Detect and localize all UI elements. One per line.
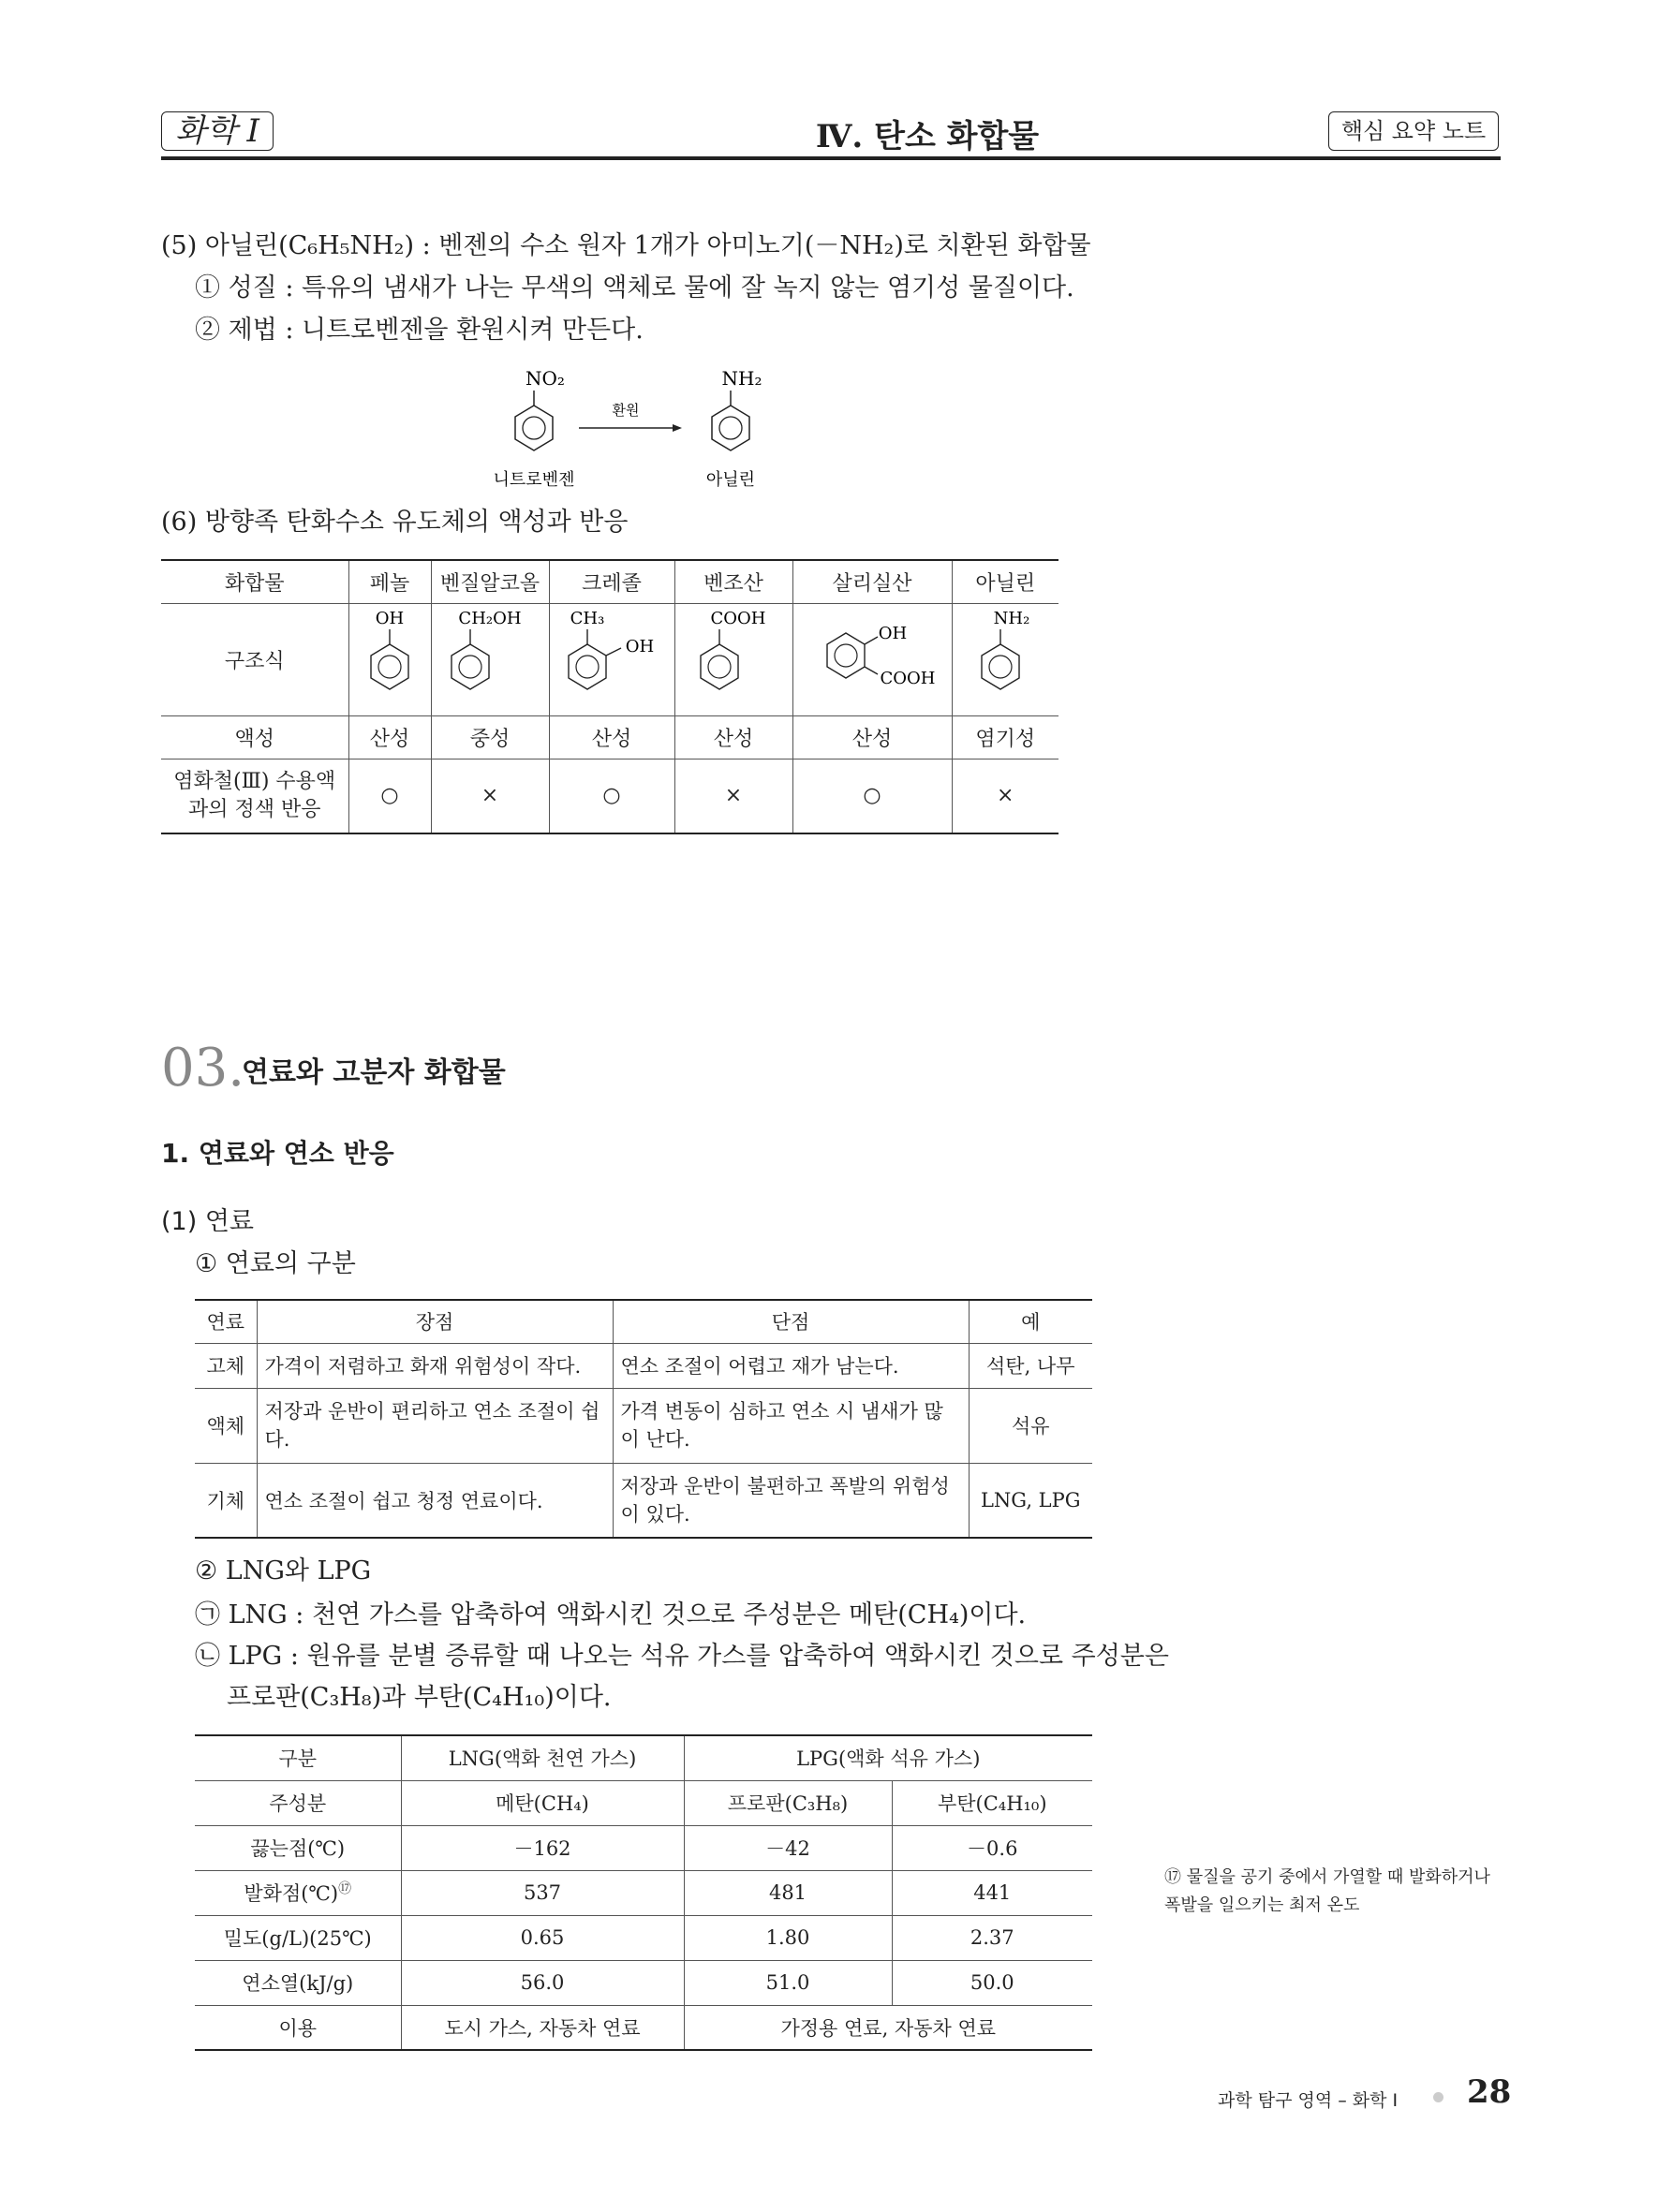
acidity-label: 액성	[161, 715, 348, 759]
gas-usage-lpg: 가정용 연료, 자동차 연료	[684, 2005, 1092, 2050]
header-cresol: 크레졸	[549, 560, 674, 603]
fuel-cons: 연소 조절이 어렵고 재가 남는다.	[613, 1343, 969, 1388]
footer-text: 과학 탐구 영역 – 화학 Ⅰ	[1218, 2090, 1399, 2111]
fecl3-aniline: ×	[952, 759, 1058, 833]
fecl3-cresol: ○	[549, 759, 674, 833]
header-benzyl-alcohol: 벤질알코올	[431, 560, 549, 603]
svg-text:CH₃: CH₃	[570, 609, 605, 628]
benzyl-alcohol-structure-icon	[438, 605, 541, 708]
note-label: 핵심 요약 노트	[1328, 111, 1499, 151]
salicylic-acid-structure-icon	[797, 605, 947, 708]
gas-butane-value: －0.6	[892, 1825, 1092, 1870]
aromatic-table	[161, 559, 1058, 834]
gas-lng-value: 56.0	[401, 1960, 684, 2005]
gas-usage-label: 이용	[195, 2005, 401, 2050]
gas-propane-value: 481	[684, 1870, 892, 1915]
acidity-phenol: 산성	[348, 715, 431, 759]
fuel-table	[195, 1299, 1092, 1539]
fuel-header-type: 연료	[195, 1300, 257, 1343]
fuel-example: LNG, LPG	[969, 1463, 1092, 1538]
section-title: 연료와 고분자 화합물	[242, 1056, 506, 1089]
header-salicylic-acid: 살리실산	[792, 560, 952, 603]
nitrobenzene-ring-icon	[515, 406, 553, 450]
aniline-structure	[952, 603, 1058, 715]
fuel-header-example: 예	[969, 1300, 1092, 1343]
fecl3-label: 염화철(Ⅲ) 수용액 과의 정색 반응	[161, 759, 348, 833]
lpg-description: ㉡ LPG : 원유를 분별 증류할 때 나오는 석유 가스를 압축하여 액화시킨 것으로 주성분은	[195, 1642, 1169, 1671]
fecl3-benzoic-acid: ×	[674, 759, 792, 833]
acidity-benzyl-alcohol: 중성	[431, 715, 549, 759]
reactant-name: 니트로벤젠	[493, 470, 575, 490]
gas-row-label: 연소열(kJ/g)	[195, 1960, 401, 2005]
fecl3-salicylic-acid: ○	[792, 759, 952, 833]
fuel-cons: 저장과 운반이 불편하고 폭발의 위험성이 있다.	[613, 1463, 969, 1538]
lng-lpg-heading: ② LNG와 LPG	[195, 1556, 372, 1585]
gas-butane-value: 2.37	[892, 1915, 1092, 1960]
lng-description: ㉠ LNG : 천연 가스를 압축하여 액화시킨 것으로 주성분은 메탄(CH₄)이다.	[195, 1600, 1027, 1630]
header-compound: 화합물	[161, 560, 348, 603]
subject-label: 화학 Ⅰ	[161, 111, 274, 151]
aniline-title: (5) 아닐린(C₆H₅NH₂) : 벤젠의 수소 원자 1개가 아미노기(－NH₂)로 치환된 화합물	[161, 231, 1091, 260]
benzyl-alcohol-structure	[431, 603, 549, 715]
aniline-ring-icon	[712, 406, 749, 450]
cresol-structure-icon	[555, 605, 668, 708]
product-name: 아닐린	[705, 470, 756, 490]
fuel-cons: 가격 변동이 심하고 연소 시 냄새가 많이 난다.	[613, 1388, 969, 1463]
header-benzoic-acid: 벤조산	[674, 560, 792, 603]
gas-header-category: 구분	[195, 1735, 401, 1780]
chapter-title: Ⅳ. 탄소 화합물	[815, 118, 1040, 155]
arrow-label: 환원	[612, 402, 640, 419]
gas-usage-lng: 도시 가스, 자동차 연료	[401, 2005, 684, 2050]
gas-butane-value: 50.0	[892, 1960, 1092, 2005]
svg-text:OH: OH	[878, 624, 908, 643]
section-number: 03.	[161, 1038, 245, 1099]
page-number: 28	[1467, 2073, 1512, 2111]
footnote: ⑰ 물질을 공기 중에서 가열할 때 발화하거나 폭발을 일으키는 최저 온도	[1164, 1867, 1490, 1915]
svg-text:NH₂: NH₂	[993, 609, 1030, 628]
cresol-structure	[549, 603, 674, 715]
header-rule	[161, 156, 1501, 160]
reactant-group: NO₂	[526, 367, 565, 390]
benzoic-acid-structure	[674, 603, 792, 715]
svg-text:CH₂OH: CH₂OH	[458, 609, 522, 628]
gas-propane-value: 1.80	[684, 1915, 892, 1960]
aniline-structure-icon	[963, 605, 1047, 708]
gas-butane-value: 441	[892, 1870, 1092, 1915]
svg-text:COOH: COOH	[880, 669, 936, 688]
fuel-pros: 가격이 저렴하고 화재 위험성이 작다.	[257, 1343, 613, 1388]
benzoic-acid-structure-icon	[682, 605, 785, 708]
aniline-method: ② 제법 : 니트로벤젠을 환원시켜 만든다.	[195, 316, 644, 345]
svg-text:COOH: COOH	[710, 609, 766, 628]
footnote-marker: ⑰	[338, 1881, 352, 1896]
gas-row-label: 끓는점(℃)	[195, 1825, 401, 1870]
fecl3-benzyl-alcohol: ×	[431, 759, 549, 833]
fuel-header-cons: 단점	[613, 1300, 969, 1343]
aromatic-title: (6) 방향족 탄화수소 유도체의 액성과 반응	[161, 508, 629, 537]
fuel-pros: 연소 조절이 쉽고 청정 연료이다.	[257, 1463, 613, 1538]
fuel-type: 액체	[195, 1388, 257, 1463]
reduction-diagram	[468, 361, 824, 501]
gas-table	[195, 1734, 1092, 2051]
salicylic-acid-structure	[792, 603, 952, 715]
fuel-pros: 저장과 운반이 편리하고 연소 조절이 쉽다.	[257, 1388, 613, 1463]
acidity-cresol: 산성	[549, 715, 674, 759]
acidity-benzoic-acid: 산성	[674, 715, 792, 759]
phenol-structure	[348, 603, 431, 715]
gas-lng-value: 537	[401, 1870, 684, 1915]
fuel-example: 석유	[969, 1388, 1092, 1463]
gas-propane-value: 프로판(C₃H₈)	[684, 1780, 892, 1825]
svg-text:OH: OH	[375, 609, 405, 628]
gas-row-label: 발화점(℃)⑰	[195, 1870, 401, 1915]
product-group: NH₂	[721, 367, 762, 390]
gas-butane-value: 부탄(C₄H₁₀)	[892, 1780, 1092, 1825]
gas-propane-value: 51.0	[684, 1960, 892, 2005]
structure-label: 구조식	[161, 603, 348, 715]
fuel-header-pros: 장점	[257, 1300, 613, 1343]
svg-text:OH: OH	[625, 637, 655, 656]
fuel-example: 석탄, 나무	[969, 1343, 1092, 1388]
fuel-classification-heading: ① 연료의 구분	[195, 1249, 356, 1278]
gas-lng-value: 0.65	[401, 1915, 684, 1960]
acidity-salicylic-acid: 산성	[792, 715, 952, 759]
acidity-aniline: 염기성	[952, 715, 1058, 759]
gas-row-label: 밀도(g/L)(25℃)	[195, 1915, 401, 1960]
phenol-structure-icon	[352, 605, 427, 708]
footer-dot-icon	[1433, 2092, 1443, 2102]
header-aniline: 아닐린	[952, 560, 1058, 603]
fuel-type: 기체	[195, 1463, 257, 1538]
fuel-type: 고체	[195, 1343, 257, 1388]
header-phenol: 페놀	[348, 560, 431, 603]
gas-lng-value: 메탄(CH₄)	[401, 1780, 684, 1825]
lpg-description-cont: 프로판(C₃H₈)과 부탄(C₄H₁₀)이다.	[227, 1683, 612, 1712]
subsection-title: 1. 연료와 연소 반응	[161, 1138, 394, 1169]
gas-propane-value: －42	[684, 1825, 892, 1870]
aniline-property: ① 성질 : 특유의 냄새가 나는 무색의 액체로 물에 잘 녹지 않는 염기성 물질이다.	[195, 273, 1074, 302]
gas-row-label: 주성분	[195, 1780, 401, 1825]
fuel-heading: (1) 연료	[161, 1207, 254, 1236]
gas-lng-value: －162	[401, 1825, 684, 1870]
fecl3-phenol: ○	[348, 759, 431, 833]
gas-header-lng: LNG(액화 천연 가스)	[401, 1735, 684, 1780]
gas-header-lpg: LPG(액화 석유 가스)	[684, 1735, 1092, 1780]
